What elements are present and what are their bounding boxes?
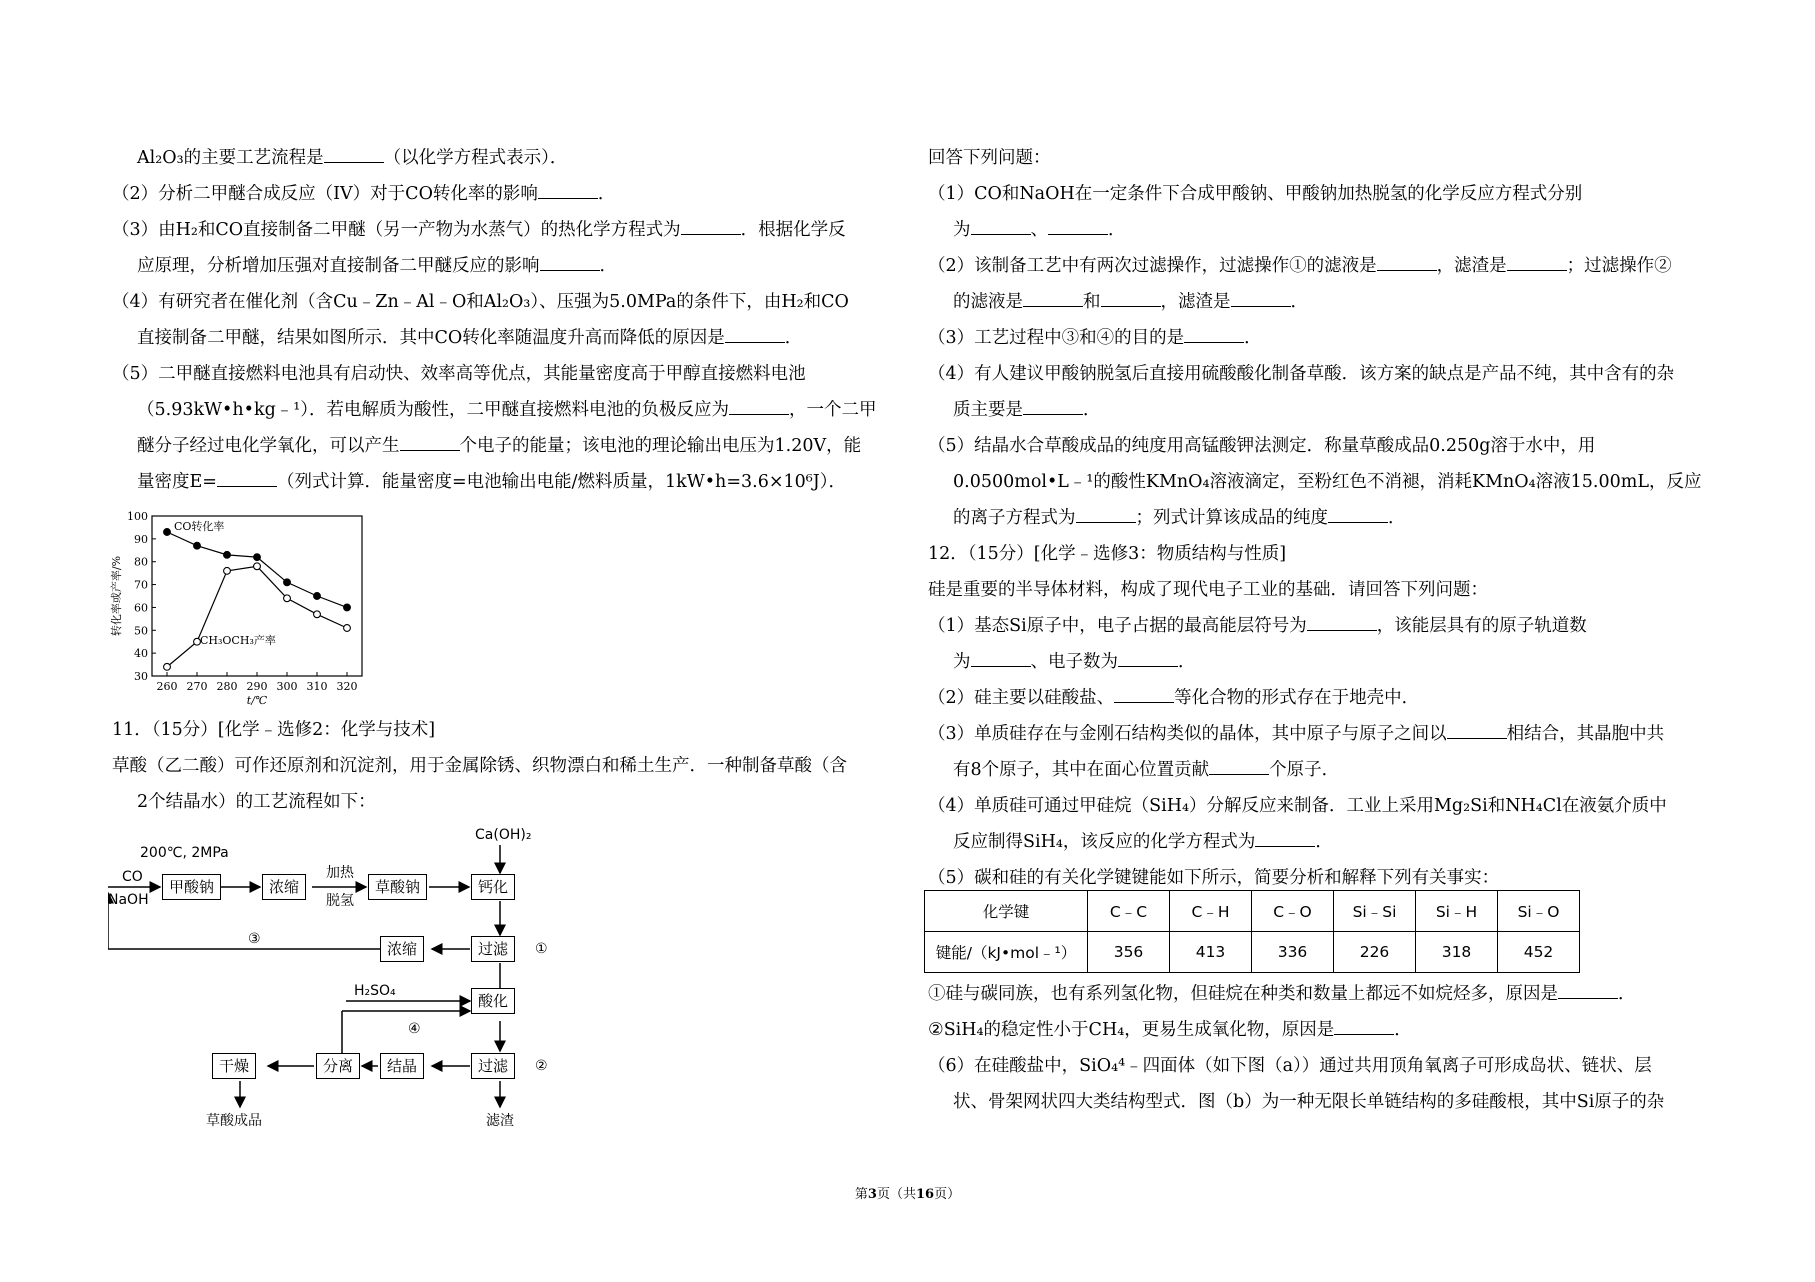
x-tick-label: 320	[336, 680, 358, 693]
box-crystallize: 结晶	[380, 1053, 424, 1079]
box-dry: 干燥	[212, 1053, 256, 1079]
answer-blank[interactable]	[1558, 982, 1618, 999]
bond-energy-table	[924, 890, 1580, 973]
table-cell: C﹣C	[1088, 891, 1170, 932]
answer-blank[interactable]	[1184, 326, 1244, 343]
text-line: （2）硅主要以硅酸盐、 等化合物的形式存在于地壳中．	[928, 688, 1420, 708]
box-concentrate-2: 浓缩	[380, 936, 424, 962]
product-label: 草酸成品	[206, 1113, 262, 1129]
answer-blank[interactable]	[681, 218, 741, 235]
text-line: 直接制备二甲醚，结果如图所示．其中CO转化率随温度升高而降低的原因是 ．	[137, 328, 803, 348]
answer-blank[interactable]	[1209, 758, 1269, 775]
text-line: 0.0500mol•L﹣¹的酸性KMnO₄溶液滴定，至粉红色不消褪，消耗KMnO₄溶液15.00mL，反应	[953, 472, 1702, 492]
step-3-mark: ③	[248, 931, 261, 947]
table-cell: 226	[1334, 932, 1416, 973]
right-column	[928, 140, 1728, 896]
box-sodium-formate: 甲酸钠	[162, 874, 221, 900]
step-2-mark: ②	[535, 1058, 548, 1074]
data-point	[314, 611, 321, 618]
x-axis-label: t/℃	[246, 694, 268, 705]
table-header-row	[925, 891, 1580, 932]
answer-blank[interactable]	[1118, 650, 1178, 667]
answer-blank[interactable]	[1255, 830, 1315, 847]
text-line: 的离子方程式为 ；列式计算该成品的纯度 ．	[953, 508, 1406, 528]
question-12-heading: 12．（15分）[化学﹣选修3：物质结构与性质]	[928, 544, 1287, 564]
text-line: （1）CO和NaOH在一定条件下合成甲酸钠、甲酸钠加热脱氢的化学反应方程式分别	[928, 184, 1583, 204]
table-cell: Si﹣O	[1498, 891, 1580, 932]
right-column-lower	[928, 976, 1728, 1120]
answer-blank[interactable]	[324, 146, 384, 163]
x-tick-label: 270	[186, 680, 208, 693]
text-line: （4）有研究者在催化剂（含Cu﹣Zn﹣Al﹣O和Al₂O₃）、压强为5.0MPa的条件下，由H₂和CO	[112, 292, 849, 312]
answer-blank[interactable]	[1447, 722, 1507, 739]
process-flow-diagram	[108, 825, 568, 1135]
answer-blank[interactable]	[725, 326, 785, 343]
text-line: 2个结晶水）的工艺流程如下：	[137, 792, 376, 812]
dehydrogenate-label: 脱氢	[326, 893, 354, 909]
text-line: 醚分子经过电化学氧化，可以产生 个电子的能量；该电池的理论输出电压为1.20V，能	[137, 436, 862, 456]
answer-blank[interactable]	[1507, 254, 1567, 271]
y-tick-label: 70	[134, 578, 148, 592]
reaction-condition: 200℃, 2MPa	[140, 845, 229, 861]
y-axis-label: 转化率或产率/%	[110, 555, 123, 637]
x-tick-label: 280	[216, 680, 238, 693]
heat-label: 加热	[326, 865, 354, 881]
data-point	[164, 663, 171, 670]
table-cell: 452	[1498, 932, 1580, 973]
answer-blank[interactable]	[971, 650, 1031, 667]
table-cell: 化学键	[925, 891, 1088, 932]
text-line: ①硅与碳同族，也有系列氢化物，但硅烷在种类和数量上都远不如烷烃多，原因是 ．	[928, 984, 1636, 1004]
table-row	[925, 932, 1580, 973]
table-cell: 键能/（kJ•mol﹣¹）	[925, 932, 1088, 973]
table-cell: 413	[1170, 932, 1252, 973]
calcium-hydroxide-label: Ca(OH)₂	[475, 827, 532, 843]
table-cell: Si﹣H	[1416, 891, 1498, 932]
box-filter-1: 过滤	[471, 936, 515, 962]
text-line: （4）有人建议甲酸钠脱氢后直接用硫酸酸化制备草酸．该方案的缺点是产品不纯，其中含有的杂	[928, 364, 1675, 384]
sulfuric-acid-label: H₂SO₄	[354, 983, 396, 999]
y-tick-label: 90	[134, 532, 148, 546]
table-cell: C﹣O	[1252, 891, 1334, 932]
total-pages: 16	[915, 1187, 935, 1202]
data-point	[254, 554, 261, 561]
question-11-heading: 11．（15分）[化学﹣选修2：化学与技术]	[112, 720, 436, 740]
answer-blank[interactable]	[1377, 254, 1437, 271]
data-point	[164, 529, 171, 536]
table-cell: 336	[1252, 932, 1334, 973]
table-cell: 356	[1088, 932, 1170, 973]
residue-label: 滤渣	[486, 1113, 514, 1129]
reactant-co: CO	[122, 869, 143, 885]
text-line: （5）结晶水合草酸成品的纯度用高锰酸钾法测定．称量草酸成品0.250g溶于水中，用	[928, 436, 1596, 456]
page-footer: 第3页（共16页）	[854, 1187, 961, 1202]
text-line: （2）分析二甲醚合成反应（IV）对于CO转化率的影响 ．	[112, 184, 616, 204]
answer-blank[interactable]	[1328, 506, 1388, 523]
box-calcification: 钙化	[471, 874, 515, 900]
text-line: 反应制得SiH₄，该反应的化学方程式为 ．	[953, 832, 1333, 852]
x-tick-label: 310	[306, 680, 328, 693]
text-line: 质主要是 ．	[953, 400, 1101, 420]
text-line: 有8个原子，其中在面心位置贡献 个原子．	[953, 760, 1340, 780]
text-line: 应原理，分析增加压强对直接制备二甲醚反应的影响 ．	[137, 256, 617, 276]
text-line: 回答下列问题：	[928, 148, 1051, 168]
answer-blank[interactable]	[1231, 290, 1291, 307]
text-line: 状、骨架网状四大类结构型式．图（b）为一种无限长单链结构的多硅酸根，其中Si原子的杂	[953, 1092, 1665, 1112]
answer-blank[interactable]	[1048, 218, 1108, 235]
y-tick-label: 100	[127, 510, 148, 523]
x-tick-label: 290	[246, 680, 268, 693]
y-tick-label: 80	[134, 555, 148, 569]
series-label: CH₃OCH₃产率	[200, 634, 276, 647]
answer-blank[interactable]	[1334, 1018, 1394, 1035]
box-sodium-oxalate: 草酸钠	[368, 874, 427, 900]
text-line: （3）单质硅存在与金刚石结构类似的晶体，其中原子与原子之间以 相结合，其晶胞中共	[928, 724, 1665, 744]
answer-blank[interactable]	[1076, 506, 1136, 523]
data-point	[284, 579, 291, 586]
text-line: 为 、电子数为 ．	[953, 652, 1196, 672]
answer-blank[interactable]	[1023, 290, 1083, 307]
x-tick-label: 260	[156, 680, 178, 693]
data-point	[344, 604, 351, 611]
answer-blank[interactable]	[971, 218, 1031, 235]
answer-blank[interactable]	[1023, 398, 1083, 415]
text-line: （5）碳和硅的有关化学键键能如下所示，简要分析和解释下列有关事实：	[928, 868, 1500, 888]
text-line: （3）由H₂和CO直接制备二甲醚（另一产物为水蒸气）的热化学方程式为 ．根据化学反	[112, 220, 846, 240]
answer-blank[interactable]	[217, 470, 277, 487]
text-line: （5）二甲醚直接燃料电池具有启动快、效率高等优点，其能量密度高于甲醇直接燃料电池	[112, 364, 806, 384]
y-tick-label: 50	[134, 624, 148, 638]
text-line: （5.93kW•h•kg﹣¹）．若电解质为酸性，二甲醚直接燃料电池的负极反应为 ，一个二甲	[137, 400, 877, 420]
reactant-naoh: NaOH	[108, 892, 149, 908]
text-line: ②SiH₄的稳定性小于CH₄，更易生成氧化物，原因是 ．	[928, 1020, 1412, 1040]
page-number: 3	[867, 1187, 877, 1202]
table-cell: C﹣H	[1170, 891, 1252, 932]
answer-blank[interactable]	[1114, 686, 1174, 703]
text-line: 的滤液是 和 ，滤渣是 ．	[953, 292, 1308, 312]
table-cell: Si﹣Si	[1334, 891, 1416, 932]
temperature-chart	[108, 510, 373, 705]
data-point	[284, 595, 291, 602]
box-filter-2: 过滤	[471, 1053, 515, 1079]
data-point	[344, 625, 351, 632]
text-line: （1）基态Si原子中，电子占据的最高能层符号为 ，该能层具有的原子轨道数	[928, 616, 1587, 636]
text-line: 为 、 ．	[953, 220, 1126, 240]
answer-blank[interactable]	[729, 398, 789, 415]
y-tick-label: 60	[134, 601, 148, 615]
y-tick-label: 30	[134, 670, 148, 683]
left-column	[112, 140, 902, 500]
data-point	[194, 542, 201, 549]
x-tick-label: 300	[276, 680, 298, 693]
table-cell: 318	[1416, 932, 1498, 973]
text-line: 量密度E= （列式计算．能量密度=电池输出电能/燃料质量，1kW•h=3.6×10⁶J）．	[137, 472, 847, 492]
text-line: 硅是重要的半导体材料，构成了现代电子工业的基础．请回答下列问题：	[928, 580, 1488, 600]
y-tick-label: 40	[134, 647, 148, 661]
text-line: Al₂O₃的主要工艺流程是 （以化学方程式表示）．	[137, 148, 568, 168]
chart-svg	[108, 510, 373, 705]
data-point	[224, 567, 231, 574]
q11-block	[112, 712, 902, 820]
box-concentrate-1: 浓缩	[262, 874, 306, 900]
data-point	[314, 593, 321, 600]
text-line: （2）该制备工艺中有两次过滤操作，过滤操作①的滤液是 ，滤渣是 ；过滤操作②	[928, 256, 1672, 276]
answer-blank[interactable]	[1101, 290, 1161, 307]
answer-blank[interactable]	[400, 434, 460, 451]
text-line: （6）在硅酸盐中，SiO₄⁴﹣四面体（如下图（a））通过共用顶角氧离子可形成岛状、链状、层	[928, 1056, 1652, 1076]
text-line: （3）工艺过程中③和④的目的是 ．	[928, 328, 1262, 348]
series-label: CO转化率	[174, 520, 225, 533]
data-point	[224, 551, 231, 558]
data-point	[254, 563, 261, 570]
box-acidification: 酸化	[471, 988, 515, 1014]
answer-blank[interactable]	[1307, 614, 1377, 631]
answer-blank[interactable]	[538, 182, 598, 199]
box-separate: 分离	[316, 1053, 360, 1079]
answer-blank[interactable]	[540, 254, 600, 271]
step-4-mark: ④	[408, 1021, 421, 1037]
text-line: 草酸（乙二酸）可作还原剂和沉淀剂，用于金属除锈、织物漂白和稀土生产．一种制备草酸（含	[112, 756, 847, 776]
step-1-mark: ①	[535, 941, 548, 957]
text-line: （4）单质硅可通过甲硅烷（SiH₄）分解反应来制备．工业上采用Mg₂Si和NH₄Cl在液氨介质中	[928, 796, 1667, 816]
